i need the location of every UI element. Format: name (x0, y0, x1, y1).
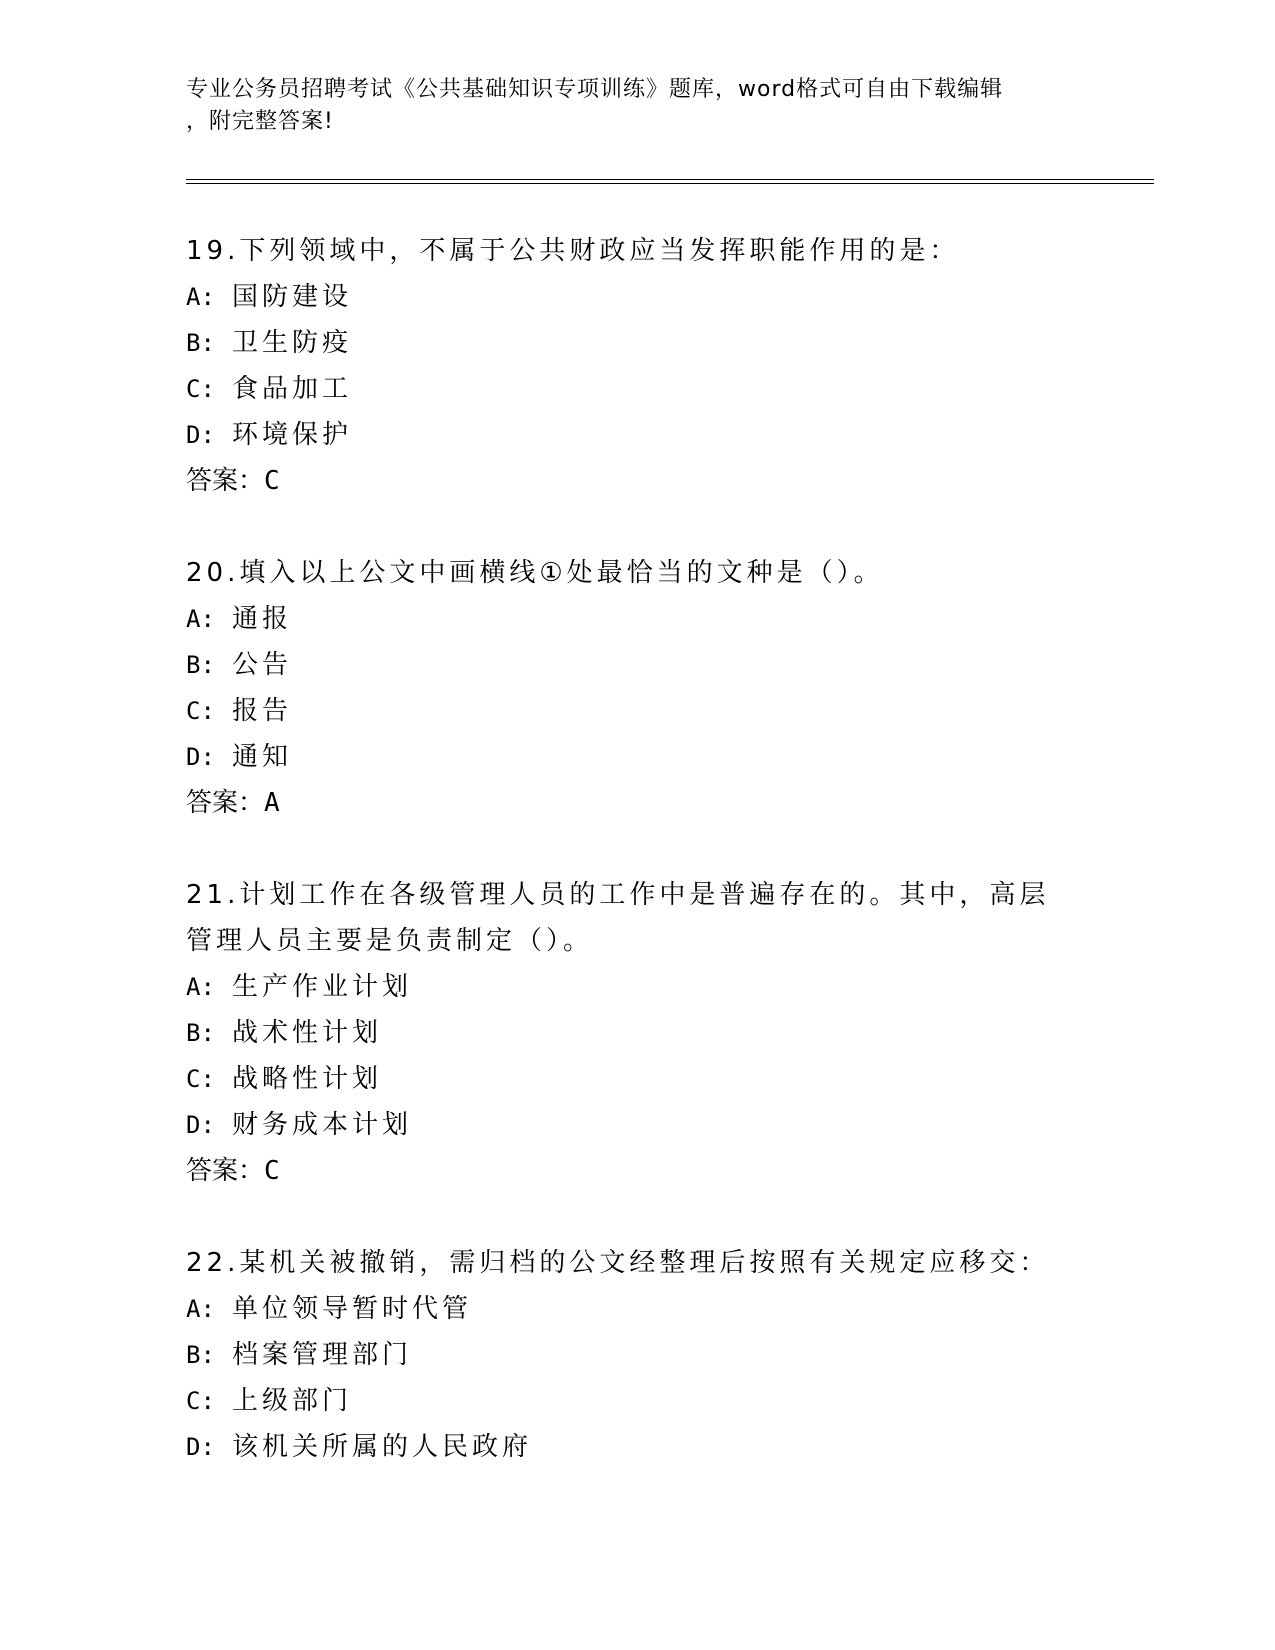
option-text: 单位领导暂时代管 (232, 1294, 473, 1324)
option-d (186, 1424, 1086, 1470)
option-b (186, 320, 1086, 366)
question-21 (186, 872, 1086, 1194)
option-c (186, 1378, 1086, 1424)
answer-label: 答案： (186, 788, 265, 818)
option-text: 报告 (232, 696, 293, 726)
option-letter: A: (186, 283, 215, 311)
option-d (186, 1102, 1086, 1148)
option-text: 战术性计划 (232, 1018, 383, 1048)
option-text: 环境保护 (232, 420, 353, 450)
question-stem: 21.计划工作在各级管理人员的工作中是普遍存在的。其中，高层管理人员主要是负责制定（）。 (186, 880, 1050, 956)
question-stem: 22.某机关被撤销，需归档的公文经整理后按照有关规定应移交： (186, 1248, 1050, 1278)
option-letter: B: (186, 1019, 215, 1047)
option-d (186, 734, 1086, 780)
option-text: 生产作业计划 (232, 972, 413, 1002)
question-stem: 20.填入以上公文中画横线①处最恰当的文种是（）。 (186, 558, 884, 588)
option-a (186, 1286, 1086, 1332)
option-letter: C: (186, 1065, 215, 1093)
option-text: 通知 (232, 742, 293, 772)
option-letter: A: (186, 1295, 215, 1323)
question-22 (186, 1240, 1086, 1470)
option-text: 卫生防疫 (232, 328, 353, 358)
option-letter: B: (186, 651, 215, 679)
option-text: 国防建设 (232, 282, 353, 312)
question-stem: 19.下列领域中，不属于公共财政应当发挥职能作用的是： (186, 236, 960, 266)
answer-key: A (264, 788, 280, 818)
option-a (186, 274, 1086, 320)
answer-key: C (264, 466, 280, 496)
option-letter: C: (186, 697, 215, 725)
answer-label: 答案： (186, 1156, 265, 1186)
option-d (186, 412, 1086, 458)
option-letter: C: (186, 375, 215, 403)
answer-line (186, 1148, 1086, 1194)
answer-line (186, 780, 1086, 826)
option-text: 公告 (232, 650, 293, 680)
option-letter: D: (186, 421, 215, 449)
header-line-2: ，附完整答案! (186, 109, 334, 134)
option-b (186, 642, 1086, 688)
option-letter: A: (186, 605, 215, 633)
option-letter: D: (186, 743, 215, 771)
option-text: 档案管理部门 (232, 1340, 413, 1370)
option-text: 上级部门 (232, 1386, 353, 1416)
option-text: 该机关所属的人民政府 (232, 1432, 533, 1462)
option-c (186, 366, 1086, 412)
option-text: 食品加工 (232, 374, 353, 404)
answer-line (186, 458, 1086, 504)
option-letter: A: (186, 973, 215, 1001)
question-20 (186, 550, 1086, 826)
option-letter: D: (186, 1111, 215, 1139)
answer-key: C (264, 1156, 280, 1186)
option-text: 财务成本计划 (232, 1110, 413, 1140)
option-a (186, 964, 1086, 1010)
option-text: 通报 (232, 604, 293, 634)
option-c (186, 1056, 1086, 1102)
option-b (186, 1332, 1086, 1378)
option-a (186, 596, 1086, 642)
header-line-1: 专业公务员招聘考试《公共基础知识专项训练》题库，word格式可自由下载编辑 (186, 77, 1004, 102)
option-b (186, 1010, 1086, 1056)
option-text: 战略性计划 (232, 1064, 383, 1094)
option-letter: D: (186, 1433, 215, 1461)
option-letter: C: (186, 1387, 215, 1415)
option-letter: B: (186, 329, 215, 357)
answer-label: 答案： (186, 466, 265, 496)
option-letter: B: (186, 1341, 215, 1369)
option-c (186, 688, 1086, 734)
header-divider (186, 179, 1154, 184)
document-header (186, 74, 1086, 138)
question-19 (186, 228, 1086, 504)
